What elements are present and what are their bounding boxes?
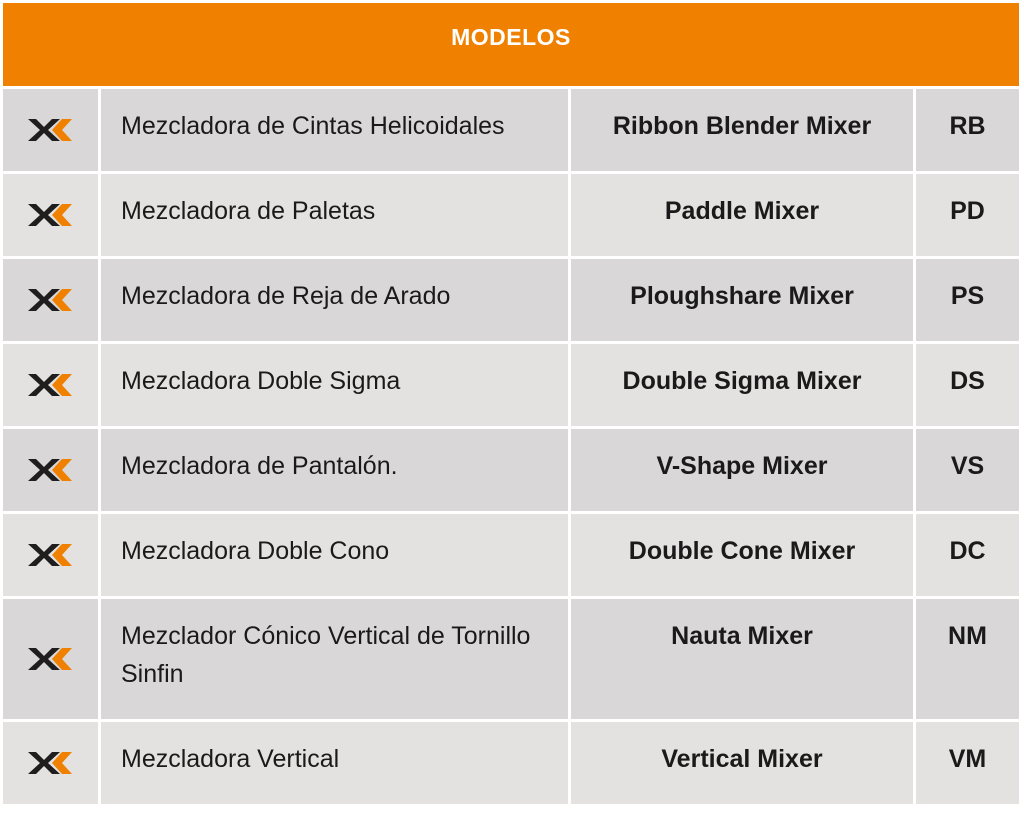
logo-cell xyxy=(3,89,98,171)
table-row xyxy=(3,344,1019,426)
model-code-cell: PD xyxy=(916,174,1019,256)
english-name-cell: Paddle Mixer xyxy=(571,174,913,256)
table-title: MODELOS xyxy=(451,24,571,50)
table-row xyxy=(3,722,1019,804)
spanish-name-cell: Mezclador Cónico Vertical de Tornillo Sinfin xyxy=(101,599,568,719)
brand-x-logo-icon xyxy=(28,289,74,311)
english-name-cell: Nauta Mixer xyxy=(571,599,913,719)
model-code-cell: DS xyxy=(916,344,1019,426)
logo-cell xyxy=(3,174,98,256)
table-body xyxy=(3,89,1019,804)
logo-cell xyxy=(3,344,98,426)
english-name-cell: Double Sigma Mixer xyxy=(571,344,913,426)
logo-cell xyxy=(3,429,98,511)
logo-cell xyxy=(3,599,98,719)
brand-x-logo-icon xyxy=(28,119,74,141)
english-name-cell: Double Cone Mixer xyxy=(571,514,913,596)
spanish-name-cell: Mezcladora Doble Sigma xyxy=(101,344,568,426)
spanish-name-cell: Mezcladora de Reja de Arado xyxy=(101,259,568,341)
model-code-cell: PS xyxy=(916,259,1019,341)
model-code-cell: NM xyxy=(916,599,1019,719)
models-table xyxy=(3,3,1019,807)
logo-cell xyxy=(3,259,98,341)
model-code-cell: VS xyxy=(916,429,1019,511)
brand-x-logo-icon xyxy=(28,544,74,566)
spanish-name-cell: Mezcladora Vertical xyxy=(101,722,568,804)
brand-x-logo-icon xyxy=(28,648,74,670)
table-row xyxy=(3,89,1019,171)
table-row xyxy=(3,174,1019,256)
logo-cell xyxy=(3,722,98,804)
english-name-cell: V-Shape Mixer xyxy=(571,429,913,511)
model-code-cell: DC xyxy=(916,514,1019,596)
brand-x-logo-icon xyxy=(28,374,74,396)
model-code-cell: RB xyxy=(916,89,1019,171)
spanish-name-cell: Mezcladora de Paletas xyxy=(101,174,568,256)
english-name-cell: Vertical Mixer xyxy=(571,722,913,804)
table-row xyxy=(3,599,1019,719)
english-name-cell: Ribbon Blender Mixer xyxy=(571,89,913,171)
table-row xyxy=(3,259,1019,341)
english-name-cell: Ploughshare Mixer xyxy=(571,259,913,341)
brand-x-logo-icon xyxy=(28,459,74,481)
brand-x-logo-icon xyxy=(28,752,74,774)
logo-cell xyxy=(3,514,98,596)
spanish-name-cell: Mezcladora Doble Cono xyxy=(101,514,568,596)
spanish-name-cell: Mezcladora de Pantalón. xyxy=(101,429,568,511)
spanish-name-cell: Mezcladora de Cintas Helicoidales xyxy=(101,89,568,171)
table-row xyxy=(3,429,1019,511)
brand-x-logo-icon xyxy=(28,204,74,226)
table-row xyxy=(3,514,1019,596)
model-code-cell: VM xyxy=(916,722,1019,804)
table-header xyxy=(3,3,1019,86)
